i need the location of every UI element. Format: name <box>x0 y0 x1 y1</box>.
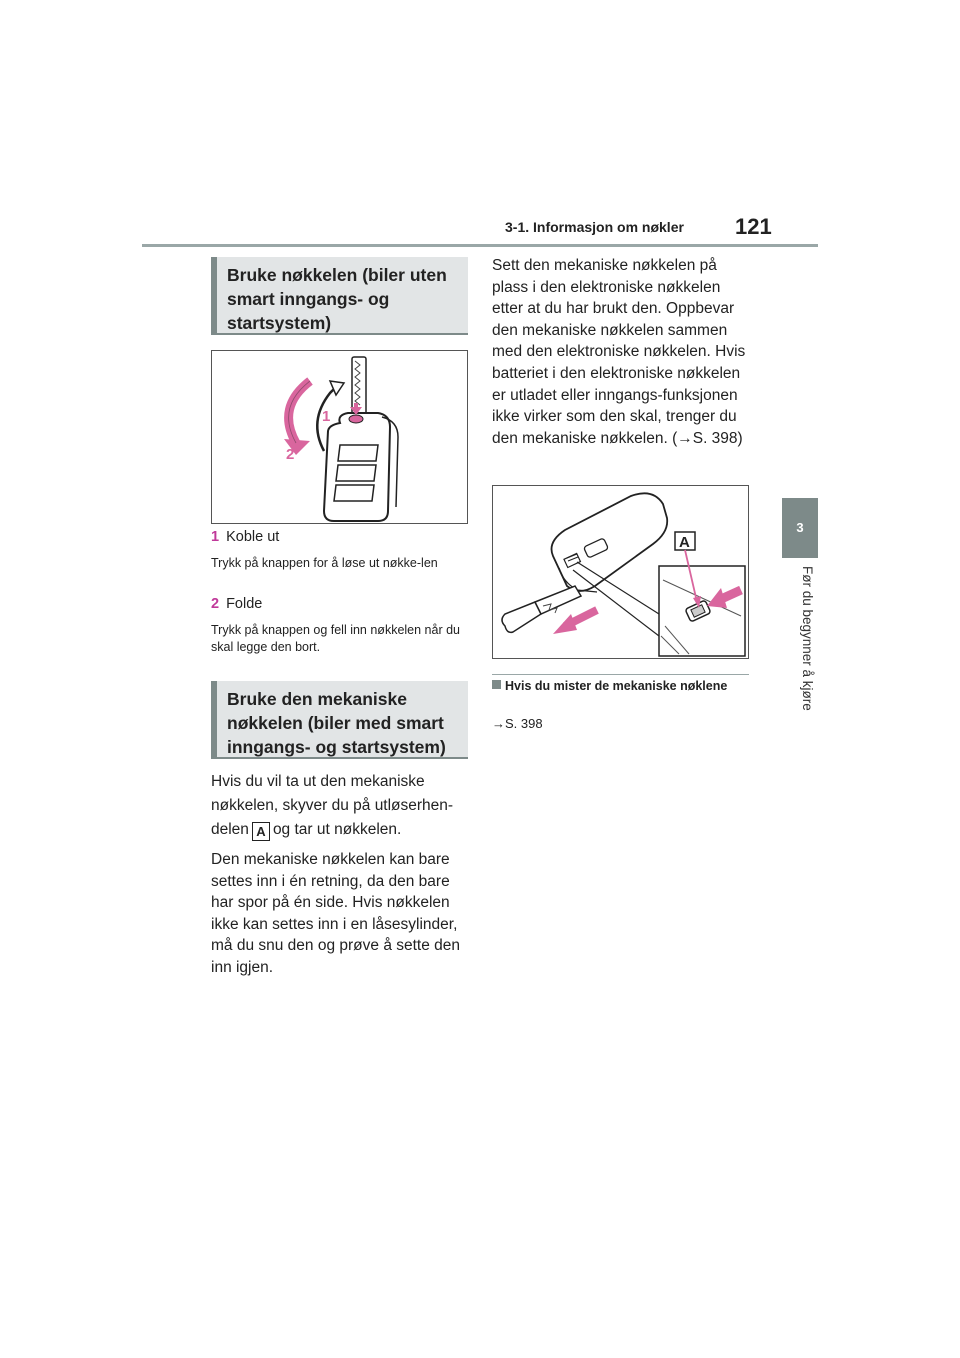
chapter-title: Før du begynner å kjøre <box>800 566 815 711</box>
step-1-description: Trykk på knappen for å løse ut nøkke-len <box>211 556 438 570</box>
paragraph-key-direction: Den mekaniske nøkkelen kan bare settes inn i én retning, da den bare har spor på én side. Hvis nøkkelen ikke kan settes inn i en låsesylinder, må du snu den og prøve å sette den inn igjen. <box>211 851 461 976</box>
chapter-tab: 3 <box>782 498 818 558</box>
figure-label-2: 2 <box>286 446 295 463</box>
section-title-text: Bruke nøkkelen (biler uten smart inngangs- og startsystem) <box>227 265 447 333</box>
section-title-key-usage <box>211 257 468 335</box>
paragraph-store-key: Sett den mekaniske nøkkelen på plass i den elektroniske nøkkelen etter at du har brukt den. Oppbevar den mekaniske nøkkelen sammen med den elektroniske nøkkelen. Hvis batteriet i den elektroniske nøkkelen er utladet eller inngangs-funksjonen ikke virker som den skal, trenger du den mekaniske nøkkelen. (→S. 398) <box>492 257 746 447</box>
section-title-text: Bruke den mekaniske nøkkelen (biler med smart inngangs- og startsystem) <box>227 689 446 757</box>
flip-key-figure <box>211 350 468 524</box>
subsection-heading-text: Hvis du mister de mekaniske nøklene <box>505 679 728 693</box>
figure-label-1: 1 <box>322 408 331 425</box>
callout-label-a: A <box>679 534 690 551</box>
section-header: 3-1. Informasjon om nøkler <box>505 219 684 235</box>
smart-key-figure <box>492 485 749 659</box>
page-number: 121 <box>735 214 772 239</box>
step-2 <box>211 596 262 612</box>
callout-badge: A <box>252 822 270 841</box>
paragraph-text: Hvis du vil ta ut den mekaniske nøkkelen, skyver du på utløserhen-delen <box>211 773 454 838</box>
square-bullet-icon <box>492 680 501 689</box>
flip-key-illustration <box>212 351 467 523</box>
header-divider <box>142 244 818 247</box>
subsection-heading <box>492 679 749 694</box>
step-2-description: Trykk på knappen og fell inn nøkkelen når du skal legge den bort. <box>211 623 460 654</box>
step-number: 1 <box>211 529 220 545</box>
page-reference: →S. 398 <box>492 716 543 731</box>
paragraph-text: og tar ut nøkkelen. <box>272 821 402 838</box>
subsection-divider <box>492 674 749 675</box>
step-label: Folde <box>226 596 263 612</box>
section-title-mechanical-key <box>211 681 468 759</box>
step-label: Koble ut <box>226 529 280 545</box>
step-1 <box>211 529 279 545</box>
smart-key-illustration <box>493 486 748 658</box>
paragraph-remove-key <box>211 770 471 842</box>
step-number: 2 <box>211 596 220 612</box>
